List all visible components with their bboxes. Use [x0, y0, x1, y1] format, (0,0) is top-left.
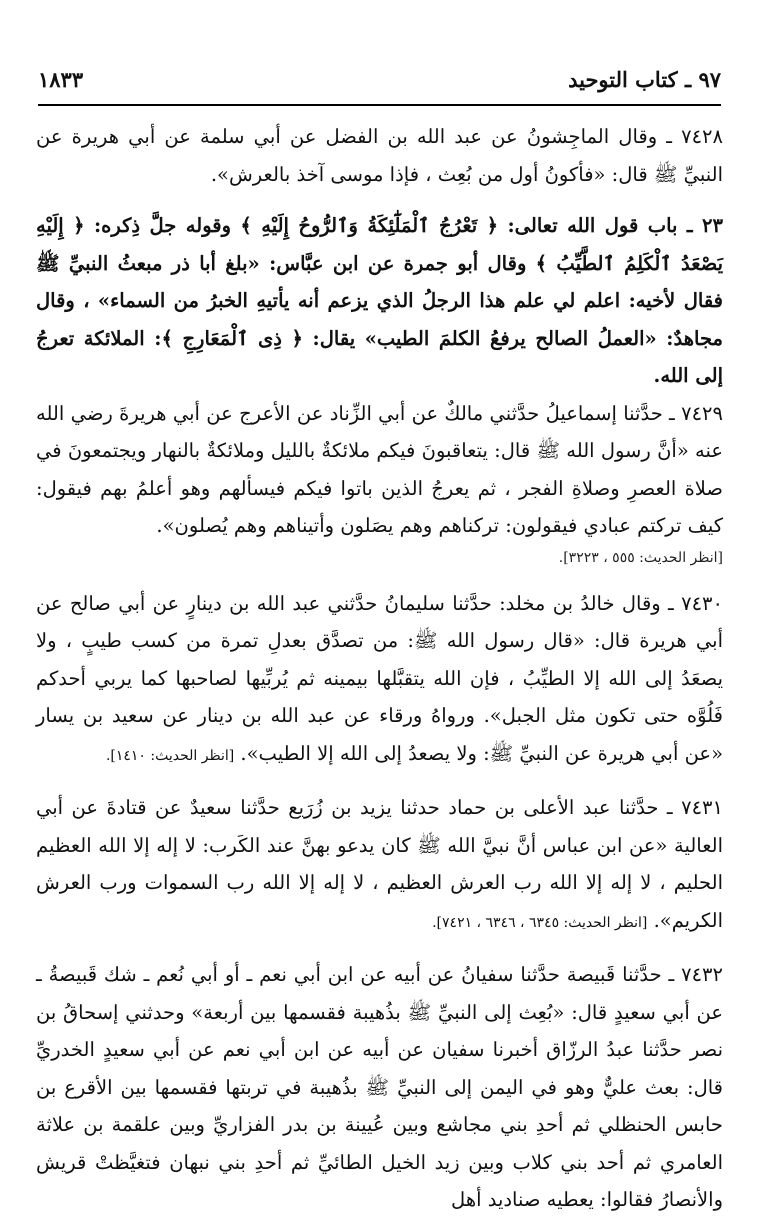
hadith-7428 [36, 118, 723, 193]
hadith-7428-text: ٧٤٢٨ ـ وقال الماجِشونُ عن عبد الله بن الفضل عن أبي سلمة عن أبي هريرة عن النبيِّ ﷺ قال: «فأكونُ أول من بُعِث ، فإذا موسى آخذ بالعرش». [36, 125, 723, 186]
hadith-7429 [36, 395, 723, 571]
hadith-7429-text: ٧٤٢٩ ـ حدَّثنا إسماعيلُ حدَّثني مالكٌ عن أبي الزِّناد عن الأعرج عن أبي هريرةَ رضي الله عنه «أنَّ رسول الله ﷺ قال: يتعاقبونَ فيكم ملائكةٌ بالليل وملائكةٌ بالنهار ويجتمعونَ في صلاة العصرِ وصلاةِ الفجر ، ثم يعرجُ الذين باتوا فيكم فيسألهم وهو أعلمُ بهم فيقول: كيف تركتم عبادي فيقولون: تركناهم وهم يصَلون وأتيناهم وهم يُصلون». [36, 401, 723, 537]
hadith-7429-reference: [انظر الحديث: ٥٥٥ ، ٣٢٢٣]. [558, 549, 723, 566]
chapter-23-heading [36, 207, 723, 395]
page-header [38, 62, 721, 96]
hadith-7430 [36, 585, 723, 776]
hadith-7431-reference: [انظر الحديث: ٦٣٤٥ ، ٦٣٤٦ ، ٧٤٢١]. [432, 914, 648, 931]
hadith-7431 [36, 789, 723, 942]
hadith-7432 [36, 956, 723, 1219]
chapter-title: ٩٧ ـ كتاب التوحيد [568, 66, 721, 92]
page-number: ١٨٣٣ [38, 66, 84, 92]
hadith-7432-text: ٧٤٣٢ ـ حدَّثنا قَبيصة حدَّثنا سفيانُ عن أبيه عن ابن أبي نعم ـ أو أبي نُعم ـ شك قَبيصةُ ـ عن أبي سعيدٍ قال: «بُعِث إلى النبيِّ ﷺ بذُهيبة فقسمها بين أربعة» وحدثني إسحاقُ بن نصر حدَّثنا عبدُ الرزّاق أخبرنا سفيان عن أبيه عن ابن أبي نعم عن أبي سعيدٍ الخدريِّ قال: بعث عليٌّ وهو في اليمن إلى النبيِّ ﷺ بذُهيبة في تربتها فقسمها بين الأقرع بن حابس الحنظلي ثم أحدِ بني مجاشع وبين عُيينة بن بدر الفزاريِّ وبين علقمة بن علاثة العامري ثم أحد بني كلاب وبين زيد الخيل الطائيِّ ثم أحدِ بني نبهان فتغيَّظتْ قريش والأنصارُ فقالوا: يعطيه صناديد أهل [36, 963, 723, 1211]
hadith-7431-text: ٧٤٣١ ـ حدَّثنا عبد الأعلى بن حماد حدثنا يزيد بن زُرَيع حدَّثنا سعيدٌ عن قتادةَ عن أبي العالية «عن ابن عباس أنَّ نبيَّ الله ﷺ كان يدعو بهنَّ عند الكَرب: لا إله إلا الله العظيم الحليم ، لا إله إلا الله رب العرش العظيم ، لا إله إلا الله رب السموات ورب العرش الكريم». [36, 796, 723, 932]
page-body [36, 118, 723, 1219]
hadith-7430-reference: [انظر الحديث: ١٤١٠]. [105, 747, 235, 764]
header-rule [38, 104, 721, 106]
chapter-23-text: ٢٣ ـ باب قول الله تعالى: ﴿ تَعْرُجُ ٱلْمَلَٰٓئِكَةُ وَٱلرُّوحُ إِلَيْهِ ﴾ وقوله جلَّ ذِكره: ﴿ إِلَيْهِ يَصْعَدُ ٱلْكَلِمُ ٱلطَّيِّبُ ﴾ وقال أبو جمرة عن ابن عبَّاس: «بلغ أبا ذر مبعثُ النبيِّ ﷺ فقال لأخيه: اعلم لي علم هذا الرجلُ الذي يزعم أنه يأتيهِ الخبرُ من السماء» ، وقال مجاهدٌ: «العملُ الصالح يرفعُ الكلمَ الطيب» يقال: ﴿ ذِى ٱلْمَعَارِجِ ﴾: الملائكة تعرجُ إلى الله. [36, 214, 723, 387]
hadith-7430-text: ٧٤٣٠ ـ وقال خالدُ بن مخلد: حدَّثنا سليمانُ حدَّثني عبد الله بن دينارٍ عن أبي صالح عن أبي هريرة قال: «قال رسول الله ﷺ: من تصدَّق بعدلِ تمرة من كسب طيبٍ ، ولا يصعَدُ إلى الله إلا الطيِّبُ ، فإن الله يتقبَّلها بيمينه ثم يُربِّيها لصاحبها كما يربي أحدكم فَلُوَّه حتى تكون مثل الجبل». ورواهُ ورقاء عن عبد الله بن دينار عن سعيد بن يسار «عن أبي هريرة عن النبيِّ ﷺ: ولا يصعدُ إلى الله إلا الطيب». [36, 591, 723, 765]
